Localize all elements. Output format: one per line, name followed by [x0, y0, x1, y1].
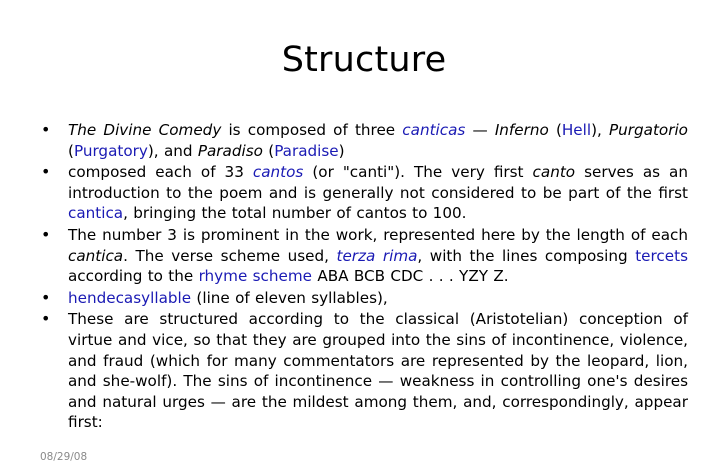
link-rhyme-scheme[interactable]: rhyme scheme — [198, 267, 312, 286]
link-tercets[interactable]: tercets — [635, 246, 688, 265]
inferno-text: Inferno — [494, 121, 549, 139]
bullet-icon — [41, 120, 57, 141]
paradiso-text: Paradiso — [197, 141, 263, 160]
text-span: ) — [338, 141, 345, 160]
bullet-item — [40, 309, 688, 433]
slide-title: Structure — [281, 40, 447, 80]
link-hell[interactable]: Hell — [561, 121, 592, 139]
text-span: composed each of 33 — [68, 163, 253, 182]
bullet-icon — [41, 309, 57, 330]
text-span: — — [465, 121, 495, 139]
text-span: . The verse scheme used, — [123, 246, 337, 265]
text-span: according to the — [68, 267, 199, 286]
link-cantos[interactable]: cantos — [252, 163, 304, 182]
text-span: ABA BCB CDC . . . YZY Z. — [312, 267, 509, 286]
text-span: (or "canti"). The very first — [303, 163, 533, 182]
text-span: ( — [68, 141, 74, 160]
link-terza-rima[interactable]: terza rima — [336, 246, 418, 265]
bullet-icon — [41, 162, 57, 183]
text-span: is composed of three — [221, 121, 403, 139]
text-span: serves as an introduction to the poem and is generally not considered to be part of the first — [68, 163, 688, 202]
link-cantica[interactable]: cantica — [68, 204, 124, 223]
link-hendecasyllable[interactable]: hendecasyllable — [68, 288, 192, 307]
bullet-item — [40, 120, 688, 161]
footer-date: 08/29/08 — [40, 451, 88, 463]
bullet-list — [40, 120, 688, 434]
cantica-text: cantica — [68, 246, 124, 265]
bullet-icon — [41, 288, 57, 309]
text-span: (line of eleven syllables), — [191, 288, 388, 307]
link-canticas[interactable]: canticas — [402, 121, 466, 139]
bullet-item — [40, 162, 688, 224]
canto-text: canto — [532, 163, 576, 182]
text-span: ), and — [147, 141, 198, 160]
bullet-item — [40, 288, 688, 309]
purgatorio-text: Purgatorio — [609, 121, 688, 139]
text-span: ( — [548, 121, 562, 139]
bullet-icon — [41, 225, 57, 246]
work-title: The Divine Comedy — [68, 121, 222, 139]
link-purgatory[interactable]: Purgatory — [73, 141, 148, 160]
text-span: ( — [262, 141, 275, 160]
text-span: , bringing the total number of cantos to 100. — [123, 204, 467, 223]
link-paradise[interactable]: Paradise — [274, 141, 339, 160]
text-span: The number 3 is prominent in the work, represented here by the length of each — [68, 225, 688, 244]
text-span: These are structured according to the classical (Aristotelian) conception of virtue and vice, so that they are grouped into the sins of incontinence, violence, and fraud (which for many commentators are represented by the leopard, lion, and she-wolf). The sins of incontinence — weakness in controlling one's desires and natural urges — are the mildest among them, and, correspondingly, appear first: — [68, 310, 688, 432]
text-span: ), — [591, 121, 609, 139]
bullet-item — [40, 225, 688, 287]
text-span: , with the lines composing — [417, 246, 636, 265]
